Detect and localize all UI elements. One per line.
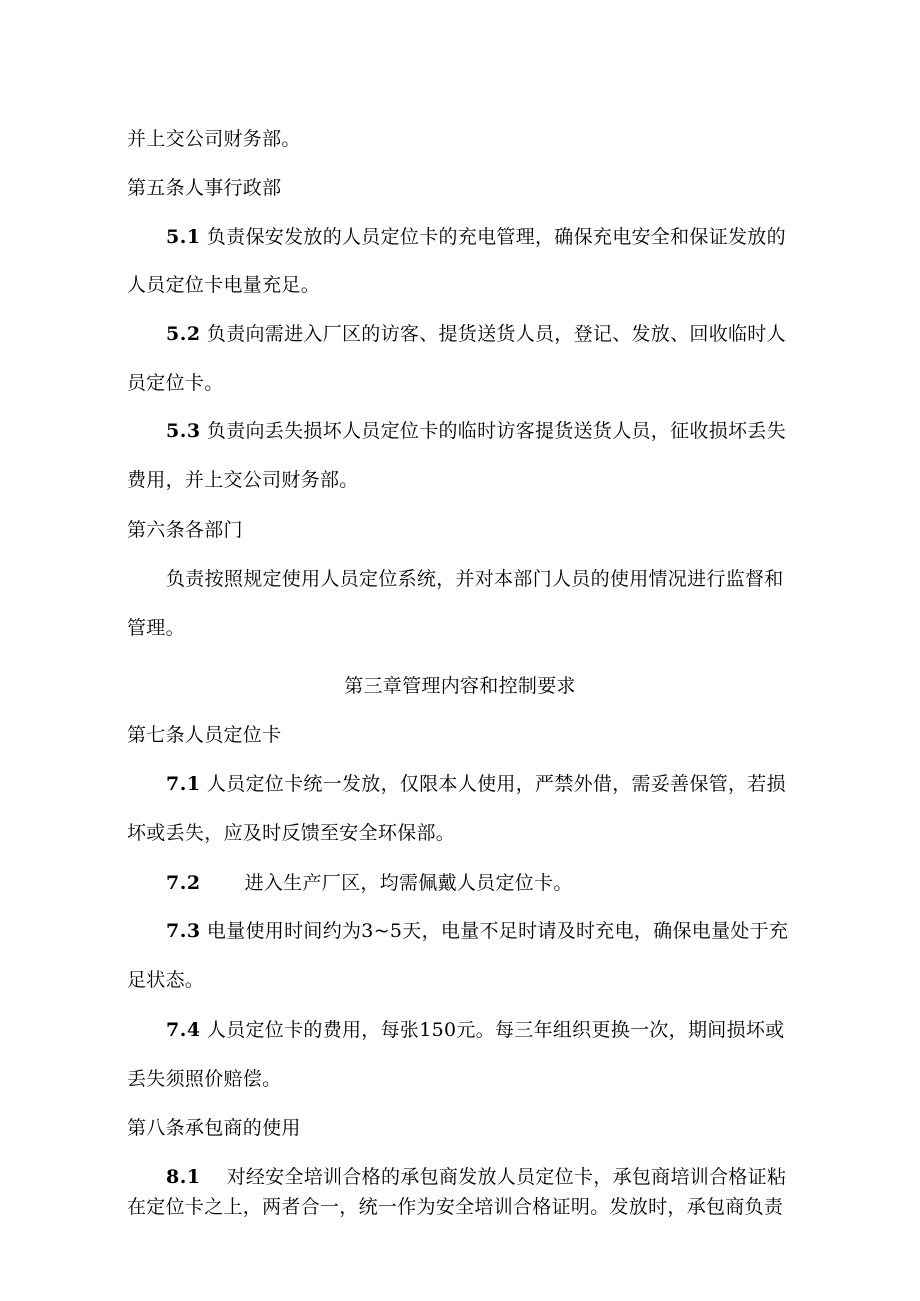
heading-text: 第六条各部门 — [127, 519, 243, 541]
clause-number: 7.2 — [166, 872, 201, 894]
clause-7-1 — [166, 771, 856, 797]
clause-text: 负责向丢失损坏人员定位卡的临时访客提货送货人员，征收损坏丢失 — [206, 420, 786, 442]
text-line — [127, 820, 817, 846]
clause-number: 5.1 — [166, 226, 201, 248]
clause-text: 进入生产厂区，均需佩戴人员定位卡。 — [244, 872, 573, 894]
clause-7-2 — [166, 870, 856, 896]
line-text: 员定位卡。 — [127, 372, 224, 394]
line-text: 人员定位卡电量充足。 — [127, 274, 321, 296]
clause-5-2 — [166, 321, 856, 347]
line-text: 在定位卡之上，两者合一，统一作为安全培训合格证明。发放时，承包商负责 — [127, 1196, 784, 1218]
line-text: 坏或丢失，应及时反馈至安全环保部。 — [127, 822, 456, 844]
clause-number: 5.2 — [166, 323, 201, 345]
clause-number: 5.3 — [166, 420, 201, 442]
line-text: 费用，并上交公司财务部。 — [127, 469, 359, 491]
text-line — [127, 370, 817, 396]
clause-5-1 — [166, 224, 856, 250]
clause-text: 负责保安发放的人员定位卡的充电管理，确保充电安全和保证发放的 — [206, 226, 786, 248]
line-text: 管理。 — [127, 617, 185, 639]
clause-text: 人员定位卡的费用，每张150元。每三年组织更换一次，期间损坏或 — [206, 1019, 785, 1041]
line-text: 足状态。 — [127, 969, 205, 991]
clause-text: 负责按照规定使用人员定位系统，并对本部门人员的使用情况进行监督和 — [166, 568, 784, 590]
clause-5-3 — [166, 418, 856, 444]
clause-7-3 — [166, 918, 856, 944]
clause-7-4 — [166, 1017, 856, 1043]
clause-text: 电量使用时间约为3~5天，电量不足时请及时充电，确保电量处于充 — [206, 920, 789, 942]
text-line — [127, 1194, 817, 1220]
clause-text: 人员定位卡统一发放，仅限本人使用，严禁外借，需妥善保管，若损 — [206, 773, 786, 795]
heading-text: 第五条人事行政部 — [127, 177, 282, 199]
text-line — [127, 272, 817, 298]
heading-text: 第八条承包商的使用 — [127, 1117, 301, 1139]
text-line — [127, 1066, 817, 1092]
clause-number: 7.1 — [166, 773, 201, 795]
clause-8-1 — [166, 1164, 856, 1190]
text-line — [127, 467, 817, 493]
article-heading-5 — [127, 175, 817, 201]
clause-number: 8.1 — [166, 1166, 201, 1188]
heading-text: 第七条人员定位卡 — [127, 724, 282, 746]
line-text: 丢失须照价赔偿。 — [127, 1068, 282, 1090]
text-line — [127, 615, 817, 641]
article-heading-7 — [127, 722, 817, 748]
chapter-title-text: 第三章管理内容和控制要求 — [344, 675, 576, 697]
clause-text: 负责向需进入厂区的访客、提货送货人员，登记、发放、回收临时人 — [206, 323, 786, 345]
article-6-body — [166, 566, 856, 592]
article-heading-8 — [127, 1115, 817, 1141]
clause-text: 对经安全培训合格的承包商发放人员定位卡，承包商培训合格证粘 — [226, 1166, 787, 1188]
text-line — [127, 126, 817, 152]
text-line — [127, 967, 817, 993]
article-heading-6 — [127, 517, 817, 543]
clause-number: 7.4 — [166, 1019, 201, 1041]
clause-number: 7.3 — [166, 920, 201, 942]
chapter-title — [0, 673, 920, 699]
line-text: 并上交公司财务部。 — [127, 128, 301, 150]
